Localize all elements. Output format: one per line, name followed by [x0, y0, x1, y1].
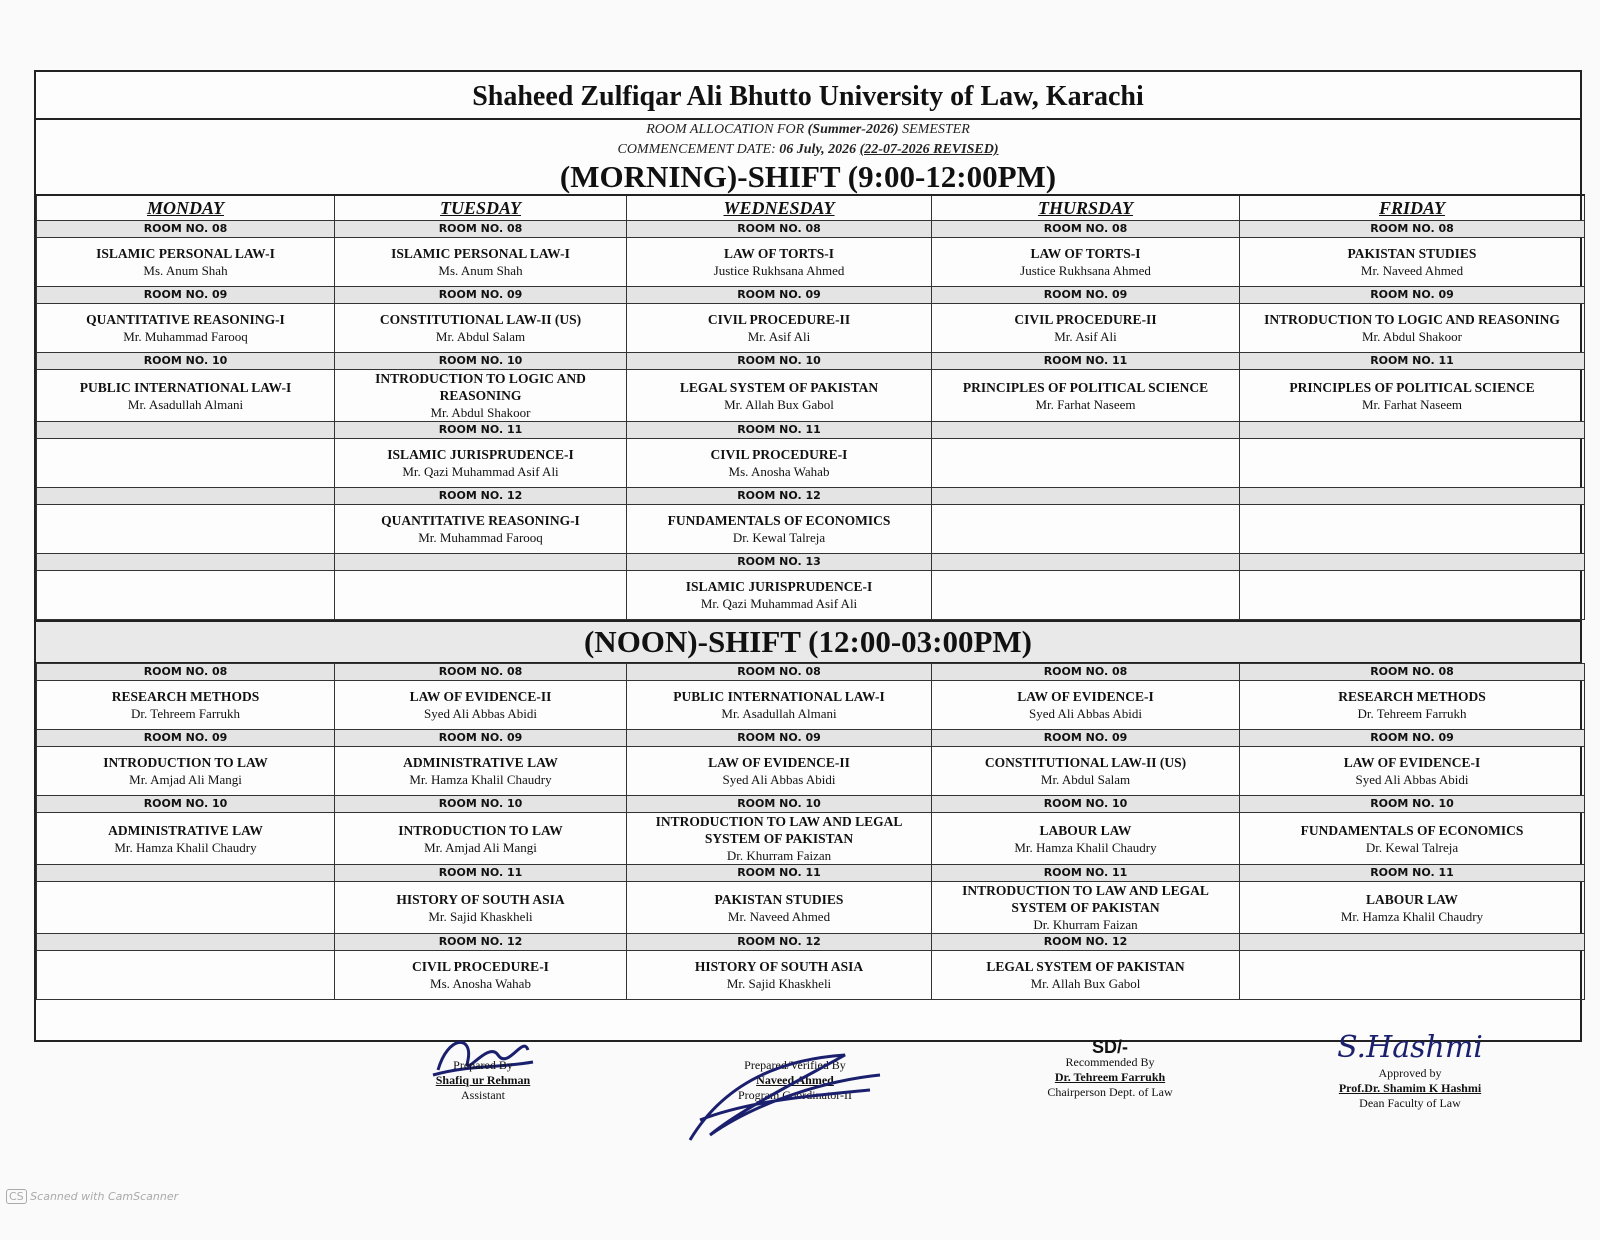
approved-signature-script: S.Hashmi	[1337, 1030, 1483, 1065]
course-cell	[37, 439, 335, 488]
teacher-name: Mr. Abdul Shakoor	[430, 405, 531, 420]
course-name: INTRODUCTION TO LOGIC AND REASONING	[1264, 312, 1560, 327]
course-cell	[37, 370, 335, 422]
course-name: QUANTITATIVE REASONING-I	[86, 312, 285, 327]
prepared-label: Prepared By	[453, 1058, 513, 1072]
prepared-role: Assistant	[460, 1088, 505, 1102]
teacher-name: Justice Rukhsana Ahmed	[1020, 263, 1151, 278]
room-label: ROOM NO. 11	[627, 865, 932, 882]
teacher-name: Dr. Khurram Faizan	[726, 848, 832, 863]
room-label: ROOM NO. 11	[932, 865, 1240, 882]
room-label: ROOM NO. 09	[37, 287, 335, 304]
room-label	[37, 488, 335, 505]
course-name: ISLAMIC PERSONAL LAW-I	[391, 246, 570, 261]
teacher-name: Dr. Tehreem Farrukh	[131, 706, 240, 721]
course-cell	[932, 370, 1240, 422]
course-name: ISLAMIC JURISPRUDENCE-I	[387, 447, 574, 462]
teacher-name: Mr. Asif Ali	[1054, 329, 1117, 344]
day-thursday: THURSDAY	[932, 195, 1240, 221]
course-cell	[37, 951, 335, 1000]
room-row	[37, 353, 1585, 370]
room-row	[37, 221, 1585, 238]
room-label: ROOM NO. 10	[1240, 796, 1585, 813]
course-cell	[335, 370, 627, 422]
course-cell	[627, 681, 932, 730]
room-label: ROOM NO. 10	[627, 796, 932, 813]
teacher-name: Dr. Khurram Faizan	[1033, 917, 1138, 932]
morning-shift-title: (MORNING)-SHIFT (9:00-12:00PM)	[559, 159, 1057, 194]
course-name: FUNDAMENTALS OF ECONOMICS	[1300, 822, 1524, 838]
course-name: HISTORY OF SOUTH ASIA	[694, 959, 864, 974]
course-cell	[932, 505, 1240, 554]
room-label: ROOM NO. 09	[335, 730, 627, 747]
room-label: ROOM NO. 09	[1240, 287, 1585, 304]
room-label: ROOM NO. 09	[932, 730, 1240, 747]
room-label: ROOM NO. 08	[627, 221, 932, 238]
course-name: FUNDAMENTALS OF ECONOMICS	[667, 513, 891, 528]
course-name: LAW OF EVIDENCE-II	[708, 755, 850, 770]
teacher-name: Mr. Allah Bux Gabol	[724, 396, 834, 412]
room-label	[1240, 934, 1585, 951]
room-label: ROOM NO. 10	[37, 353, 335, 370]
room-label	[37, 554, 335, 571]
room-row	[37, 422, 1585, 439]
room-label: ROOM NO. 08	[1240, 221, 1585, 238]
room-label: ROOM NO. 12	[335, 488, 627, 505]
teacher-name: Dr. Kewal Talreja	[732, 530, 826, 545]
room-row	[37, 865, 1585, 882]
room-label: ROOM NO. 10	[627, 353, 932, 370]
room-label: ROOM NO. 08	[932, 664, 1240, 681]
course-row	[37, 571, 1585, 620]
allocation-term: (Summer-2026)	[807, 122, 899, 137]
teacher-name: Ms. Anosha Wahab	[728, 464, 830, 479]
room-label: ROOM NO. 13	[627, 554, 932, 571]
teacher-name: Mr. Abdul Salam	[1040, 772, 1131, 787]
course-row	[37, 681, 1585, 730]
room-label: ROOM NO. 09	[627, 287, 932, 304]
course-cell	[1240, 951, 1585, 1000]
course-name: CIVIL PROCEDURE-II	[1014, 312, 1157, 327]
course-cell	[335, 571, 627, 620]
room-label	[37, 865, 335, 882]
room-label: ROOM NO. 11	[335, 422, 627, 439]
course-cell	[1240, 238, 1585, 287]
room-label: ROOM NO. 09	[627, 730, 932, 747]
course-name: ADMINISTRATIVE LAW	[403, 755, 558, 770]
course-cell	[37, 505, 335, 554]
course-cell	[627, 370, 932, 422]
day-header-row	[37, 195, 1585, 221]
room-label: ROOM NO. 10	[932, 796, 1240, 813]
room-label: ROOM NO. 12	[627, 934, 932, 951]
teacher-name: Mr. Asif Ali	[747, 329, 811, 344]
course-cell	[932, 747, 1240, 796]
allocation-line	[36, 120, 1580, 140]
recommended-label: Recommended By	[1065, 1055, 1155, 1069]
course-name: INTRODUCTION TO LAW	[398, 822, 563, 838]
day-monday: MONDAY	[37, 195, 335, 221]
university-title: Shaheed Zulfiqar Ali Bhutto University of Law, Karachi	[36, 72, 1580, 120]
room-label	[1240, 554, 1585, 571]
teacher-name: Justice Rukhsana Ahmed	[713, 263, 845, 278]
course-cell	[335, 882, 627, 934]
course-name: PUBLIC INTERNATIONAL LAW-I	[673, 689, 885, 704]
course-cell	[1240, 304, 1585, 353]
course-name: CONSTITUTIONAL LAW-II (US)	[984, 755, 1187, 770]
room-label: ROOM NO. 12	[627, 488, 932, 505]
room-label: ROOM NO. 10	[37, 796, 335, 813]
course-cell	[335, 681, 627, 730]
room-label: ROOM NO. 08	[335, 664, 627, 681]
course-cell	[37, 238, 335, 287]
course-name: LAW OF EVIDENCE-I	[1343, 755, 1481, 770]
commencement-line	[36, 140, 1580, 160]
room-label: ROOM NO. 08	[932, 221, 1240, 238]
course-cell	[37, 681, 335, 730]
course-cell	[1240, 813, 1585, 865]
course-name: LABOUR LAW	[1039, 822, 1132, 838]
course-cell	[627, 505, 932, 554]
teacher-name: Mr. Muhammad Farooq	[123, 329, 248, 344]
course-cell	[37, 813, 335, 865]
verified-signature-scribble	[680, 1050, 890, 1150]
course-cell	[1240, 505, 1585, 554]
course-name: CIVIL PROCEDURE-II	[707, 312, 851, 327]
course-name: LAW OF TORTS-I	[1030, 246, 1141, 261]
teacher-name: Mr. Asadullah Almani	[127, 396, 244, 412]
teacher-name: Mr. Hamza Khalil Chaudry	[1340, 908, 1484, 924]
room-label: ROOM NO. 09	[37, 730, 335, 747]
course-name: CIVIL PROCEDURE-I	[412, 959, 549, 974]
room-label: ROOM NO. 11	[627, 422, 932, 439]
course-row	[37, 439, 1585, 488]
teacher-name: Mr. Naveed Ahmed	[727, 908, 831, 924]
teacher-name: Ms. Anum Shah	[143, 263, 228, 278]
revised-date: (22-07-2026 REVISED)	[859, 142, 999, 157]
course-name: PAKISTAN STUDIES	[714, 891, 844, 907]
course-name: ISLAMIC JURISPRUDENCE-I	[685, 579, 873, 594]
room-label	[37, 934, 335, 951]
day-tuesday: TUESDAY	[335, 195, 627, 221]
course-name: ADMINISTRATIVE LAW	[108, 822, 263, 838]
course-cell	[932, 951, 1240, 1000]
course-row	[37, 505, 1585, 554]
approved-name: Prof.Dr. Shamim K Hashmi	[1338, 1081, 1482, 1095]
course-row	[37, 951, 1585, 1000]
course-name: INTRODUCTION TO LAW AND LEGAL SYSTEM OF PAKISTAN	[655, 814, 903, 846]
signature-area	[0, 1030, 1600, 1160]
course-cell	[627, 238, 932, 287]
course-name: PAKISTAN STUDIES	[1347, 246, 1477, 261]
morning-table-body	[37, 221, 1585, 620]
course-row	[37, 370, 1585, 422]
room-label: ROOM NO. 08	[37, 664, 335, 681]
scanner-badge: CS	[6, 1189, 27, 1204]
course-name: PRINCIPLES OF POLITICAL SCIENCE	[1289, 379, 1535, 395]
verified-name: Naveed Ahmed	[756, 1073, 834, 1087]
course-cell	[335, 747, 627, 796]
room-row	[37, 730, 1585, 747]
room-label: ROOM NO. 11	[1240, 865, 1585, 882]
course-name: LABOUR LAW	[1366, 891, 1458, 907]
course-cell	[37, 571, 335, 620]
noon-shift-title: (NOON)-SHIFT (12:00-03:00PM)	[36, 620, 1580, 663]
course-row	[37, 304, 1585, 353]
room-label	[1240, 488, 1585, 505]
room-label: ROOM NO. 09	[1240, 730, 1585, 747]
noon-table	[36, 663, 1585, 1000]
course-cell	[627, 951, 932, 1000]
approved-role: Dean Faculty of Law	[1359, 1096, 1461, 1110]
noon-table-body	[37, 664, 1585, 1000]
course-name: LAW OF TORTS-I	[723, 246, 835, 261]
teacher-name: Mr. Sajid Khaskheli	[428, 908, 533, 924]
room-label: ROOM NO. 11	[1240, 353, 1585, 370]
course-cell	[932, 571, 1240, 620]
teacher-name: Syed Ali Abbas Abidi	[423, 706, 538, 721]
teacher-name: Syed Ali Abbas Abidi	[722, 772, 836, 787]
room-row	[37, 796, 1585, 813]
course-cell	[932, 439, 1240, 488]
teacher-name: Mr. Naveed Ahmed	[1360, 263, 1464, 278]
recommended-name: Dr. Tehreem Farrukh	[1054, 1070, 1166, 1084]
course-cell	[932, 681, 1240, 730]
room-label	[932, 422, 1240, 439]
recommended-by-block	[1025, 1037, 1195, 1100]
approved-by-block	[1315, 1030, 1505, 1111]
course-name: LAW OF EVIDENCE-I	[1017, 689, 1154, 704]
course-cell	[1240, 439, 1585, 488]
course-cell	[335, 505, 627, 554]
allocation-prefix: ROOM ALLOCATION FOR	[646, 122, 805, 137]
room-label: ROOM NO. 09	[932, 287, 1240, 304]
course-cell	[1240, 370, 1585, 422]
course-cell	[1240, 882, 1585, 934]
room-label: ROOM NO. 08	[627, 664, 932, 681]
course-cell	[335, 439, 627, 488]
course-row	[37, 813, 1585, 865]
prepared-by-block	[418, 1058, 548, 1103]
course-cell	[932, 813, 1240, 865]
teacher-name: Mr. Qazi Muhammad Asif Ali	[402, 464, 559, 479]
teacher-name: Mr. Abdul Salam	[435, 329, 526, 344]
room-label: ROOM NO. 08	[335, 221, 627, 238]
room-row	[37, 664, 1585, 681]
teacher-name: Dr. Kewal Talreja	[1365, 839, 1459, 855]
course-cell	[627, 304, 932, 353]
room-label: ROOM NO. 12	[335, 934, 627, 951]
room-row	[37, 554, 1585, 571]
course-name: RESEARCH METHODS	[111, 689, 260, 704]
room-label: ROOM NO. 12	[932, 934, 1240, 951]
teacher-name: Ms. Anosha Wahab	[430, 976, 531, 991]
course-name: PRINCIPLES OF POLITICAL SCIENCE	[962, 379, 1209, 395]
teacher-name: Mr. Abdul Shakoor	[1361, 329, 1463, 344]
course-cell	[932, 882, 1240, 934]
scanner-text: Scanned with CamScanner	[30, 1190, 179, 1203]
room-label: ROOM NO. 10	[335, 353, 627, 370]
room-label	[932, 488, 1240, 505]
course-name: RESEARCH METHODS	[1338, 689, 1486, 704]
commencement-prefix: COMMENCEMENT DATE:	[617, 142, 776, 157]
allocation-suffix: SEMESTER	[902, 122, 970, 137]
course-row	[37, 882, 1585, 934]
course-row	[37, 238, 1585, 287]
course-cell	[627, 747, 932, 796]
course-name: INTRODUCTION TO LOGIC AND REASONING	[375, 371, 586, 403]
room-label: ROOM NO. 09	[335, 287, 627, 304]
course-cell	[1240, 747, 1585, 796]
course-cell	[37, 747, 335, 796]
course-name: LEGAL SYSTEM OF PAKISTAN	[679, 379, 879, 395]
course-name: QUANTITATIVE REASONING-I	[381, 513, 580, 528]
teacher-name: Mr. Amjad Ali Mangi	[424, 839, 537, 855]
course-cell	[1240, 681, 1585, 730]
course-cell	[932, 304, 1240, 353]
verified-role: Program Coordinator-II	[737, 1088, 853, 1102]
teacher-name: Mr. Allah Bux Gabol	[1030, 976, 1141, 991]
course-name: LAW OF EVIDENCE-II	[409, 689, 552, 704]
approved-label: Approved by	[1378, 1066, 1442, 1080]
room-label: ROOM NO. 08	[37, 221, 335, 238]
course-name: CONSTITUTIONAL LAW-II (US)	[379, 312, 582, 327]
course-cell	[335, 238, 627, 287]
morning-table	[36, 194, 1585, 620]
teacher-name: Mr. Hamza Khalil Chaudry	[409, 772, 552, 787]
teacher-name: Ms. Anum Shah	[438, 263, 523, 278]
timetable-sheet	[34, 70, 1582, 1042]
course-cell	[335, 813, 627, 865]
course-cell	[37, 304, 335, 353]
room-row	[37, 934, 1585, 951]
course-cell	[1240, 571, 1585, 620]
course-cell	[627, 571, 932, 620]
course-name: CIVIL PROCEDURE-I	[710, 447, 848, 462]
course-name: INTRODUCTION TO LAW	[103, 755, 268, 770]
course-name: INTRODUCTION TO LAW AND LEGAL SYSTEM OF PAKISTAN	[962, 883, 1209, 915]
course-name: LEGAL SYSTEM OF PAKISTAN	[986, 959, 1185, 974]
teacher-name: Mr. Hamza Khalil Chaudry	[1014, 839, 1157, 855]
commencement-date: 06 July, 2026	[779, 142, 857, 157]
room-label: ROOM NO. 11	[335, 865, 627, 882]
teacher-name: Syed Ali Abbas Abidi	[1355, 772, 1469, 787]
course-cell	[627, 882, 932, 934]
verified-label: Prepared/Verified By	[744, 1058, 846, 1072]
room-label: ROOM NO. 11	[932, 353, 1240, 370]
room-row	[37, 287, 1585, 304]
teacher-name: Mr. Sajid Khaskheli	[726, 976, 832, 991]
scanner-watermark	[6, 1190, 178, 1203]
room-label	[932, 554, 1240, 571]
teacher-name: Mr. Hamza Khalil Chaudry	[114, 839, 257, 855]
room-label	[1240, 422, 1585, 439]
teacher-name: Mr. Qazi Muhammad Asif Ali	[700, 596, 858, 611]
teacher-name: Mr. Amjad Ali Mangi	[129, 772, 242, 787]
course-name: HISTORY OF SOUTH ASIA	[396, 891, 565, 907]
recommended-role: Chairperson Dept. of Law	[1047, 1085, 1173, 1099]
recommended-mark: SD/-	[1092, 1037, 1128, 1057]
room-label: ROOM NO. 10	[335, 796, 627, 813]
course-cell	[627, 813, 932, 865]
prepared-name: Shafiq ur Rehman	[435, 1073, 531, 1087]
teacher-name: Mr. Asadullah Almani	[721, 706, 837, 721]
course-cell	[335, 304, 627, 353]
course-cell	[932, 238, 1240, 287]
course-cell	[37, 882, 335, 934]
day-friday: FRIDAY	[1240, 195, 1585, 221]
room-label	[335, 554, 627, 571]
room-label	[37, 422, 335, 439]
teacher-name: Dr. Tehreem Farrukh	[1357, 706, 1467, 721]
course-cell	[335, 951, 627, 1000]
day-wednesday: WEDNESDAY	[627, 195, 932, 221]
teacher-name: Syed Ali Abbas Abidi	[1028, 706, 1143, 721]
teacher-name: Mr. Farhat Naseem	[1361, 396, 1462, 412]
course-name: ISLAMIC PERSONAL LAW-I	[96, 246, 275, 261]
course-name: PUBLIC INTERNATIONAL LAW-I	[79, 379, 292, 395]
course-cell	[627, 439, 932, 488]
teacher-name: Mr. Muhammad Farooq	[418, 530, 543, 545]
room-row	[37, 488, 1585, 505]
course-row	[37, 747, 1585, 796]
teacher-name: Mr. Farhat Naseem	[1035, 396, 1136, 412]
room-label: ROOM NO. 08	[1240, 664, 1585, 681]
